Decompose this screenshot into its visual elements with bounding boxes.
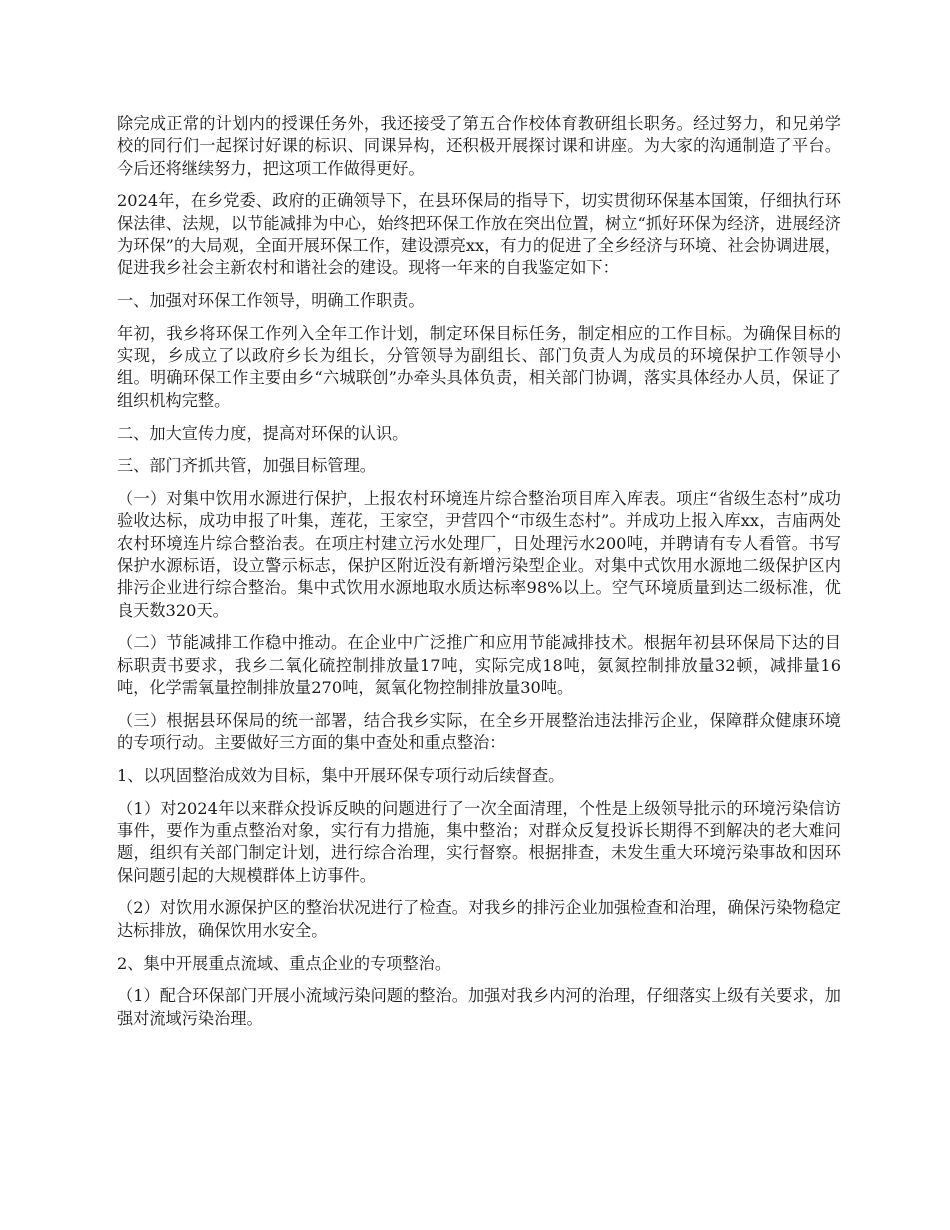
heading-section-1: 一、加强对环保工作领导，明确工作职责。 — [117, 291, 425, 311]
heading-item-1: 1、以巩固整治成效为目标，集中开展环保专项行动后续督查。 — [117, 765, 565, 785]
paragraph-emission-reduction: （二）节能减排工作稳中推动。在企业中广泛推广和应用节能减排技术。根据年初县环保局下达的目标职责书要求，我乡二氧化硫控制排放量17吨，实际完成18吨，氨氮控制排放量32顿，减排量16吨，化学需氧量控制排放量270吨，氮氧化物控制排放量30吨。 — [117, 633, 841, 698]
paragraph-watershed-treatment: （1）配合环保部门开展小流域污染问题的整治。加强对我乡内河的治理，仔细落实上级有关要求，加强对流域污染治理。 — [117, 986, 841, 1028]
paragraph-complaints-review: （1）对2024年以来群众投诉反映的问题进行了一次全面清理，个性是上级领导批示的环境污染信访事件，要作为重点整治对象，实行有力措施，集中整治；对群众反复投诉长期得不到解决的老大难问题，组织有关部门制定计划，进行综合治理，实行督察。根据排查，未发生重大环境污染事故和因环保问题引起的大规模群体上访事件。 — [117, 798, 841, 885]
paragraph-intro-teaching: 除完成正常的计划内的授课任务外，我还接受了第五合作校体育教研组长职务。经过努力，和兄弟学校的同行们一起探讨好课的标识、同课异构，还积极开展探讨课和讲座。为大家的沟通制造了平台。今后还将继续努力，把这项工作做得更好。 — [117, 114, 841, 178]
document-body — [117, 113, 841, 1040]
paragraph-leadership: 年初，我乡将环保工作列入全年工作计划，制定环保目标任务，制定相应的工作目标。为确保目标的实现，乡成立了以政府乡长为组长，分管领导为副组长、部门负责人为成员的环境保护工作领导小组。明确环保工作主要由乡“六城联创”办牵头具体负责，相关部门协调，落实具体经办人员，保证了组织机构完整。 — [117, 323, 841, 410]
paragraph-water-protection: （一）对集中饮用水源进行保护，上报农村环境连片综合整治项目库入库表。项庄“省级生态村”成功验收达标，成功申报了叶集，莲花，王家空，尹营四个“市级生态村”。并成功上报入库xx，吉庙两处农村环境连片综合整治表。在项庄村建立污水处理厂，日处理污水200吨，并聘请有专人看管。书写保护水源标语，设立警示标志，保护区附近没有新增污染型企业。对集中式饮用水源地二级保护区内排污企业进行综合整治。集中式饮用水源地取水质达标率98%以上。空气环境质量到达二级标准，优良天数320天。 — [117, 489, 841, 620]
paragraph-special-action: （三）根据县环保局的统一部署，结合我乡实际，在全乡开展整治违法排污企业，保障群众健康环境的专项行动。主要做好三方面的集中查处和重点整治： — [117, 710, 841, 753]
heading-section-3: 三、部门齐抓共管，加强目标管理。 — [117, 456, 376, 476]
paragraph-water-source-check: （2）对饮用水源保护区的整治状况进行了检查。对我乡的排污企业加强检查和治理，确保污染物稳定达标排放，确保饮用水安全。 — [117, 898, 841, 940]
heading-item-2: 2、集中开展重点流域、重点企业的专项整治。 — [117, 953, 452, 973]
paragraph-annual-summary: 2024年，在乡党委、政府的正确领导下，在县环保局的指导下，切实贯彻环保基本国策，仔细执行环保法律、法规，以节能减排为中心，始终把环保工作放在突出位置，树立“抓好环保为经济，进展经济为环保”的大局观，全面开展环保工作，建设漂亮xx，有力的促进了全乡经济与环境、社会协调进展，促进我乡社会主新农村和谐社会的建设。现将一年来的自我鉴定如下： — [117, 191, 841, 278]
heading-section-2: 二、加大宣传力度，提高对环保的认识。 — [117, 423, 409, 443]
